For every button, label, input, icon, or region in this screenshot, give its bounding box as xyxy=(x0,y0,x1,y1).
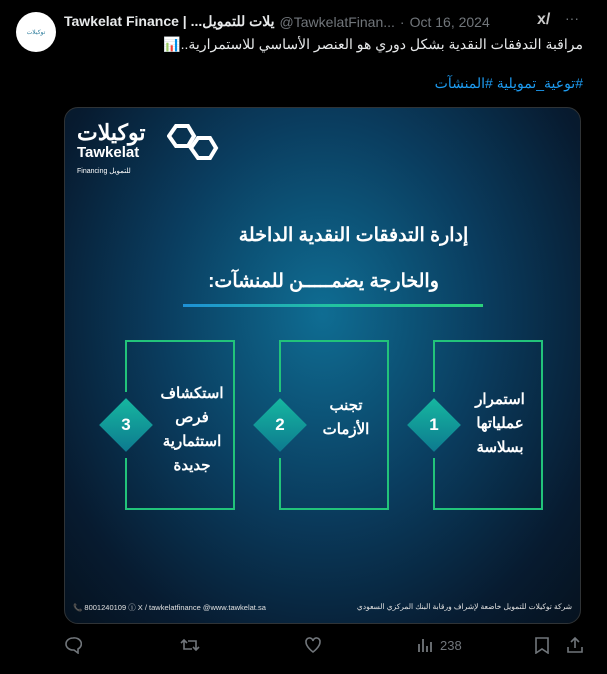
author-name[interactable]: Tawkelat Finance | ...يلات للتمويل xyxy=(64,13,275,29)
title-line-1: إدارة التدفقات النقدية الداخلة xyxy=(238,225,469,246)
separator: · xyxy=(399,13,405,30)
share-icon xyxy=(566,636,584,654)
tweet-image[interactable] xyxy=(64,107,581,624)
views-button[interactable] xyxy=(416,636,462,654)
action-bar xyxy=(64,636,584,660)
tweet-date[interactable]: Oct 16, 2024 xyxy=(409,13,490,30)
bookmark-icon xyxy=(534,636,550,654)
views-icon xyxy=(416,636,434,654)
step-number: 3 xyxy=(121,415,131,434)
retweet-icon xyxy=(180,636,200,654)
title-line-2: والخارجة يضمـــــن للمنشآت: xyxy=(208,271,439,292)
step-text: استمرار عملياتها بسلاسة xyxy=(475,391,525,456)
retweet-button[interactable] xyxy=(180,636,200,654)
tweet-text: مراقبة التدفقات النقدية بشكل دوري هو العنصر الأساسي للاستمرارية..📊 xyxy=(163,36,583,52)
step-number: 2 xyxy=(275,415,285,434)
logo-ar: توكيلات xyxy=(77,120,146,145)
step-text: تجنب الأزمات xyxy=(322,397,370,438)
step-number: 1 xyxy=(429,415,439,434)
step-1 xyxy=(429,340,543,510)
tweet-header xyxy=(64,13,530,30)
title-underline xyxy=(183,304,483,307)
step-3 xyxy=(121,340,235,510)
hexagon-logo-icon xyxy=(167,122,219,162)
footer-legal: شركة توكيلات للتمويل خاضعة لإشراف ورقابة البنك المركزي السعودي xyxy=(356,602,572,611)
avatar-logo-text: توكيلات xyxy=(26,29,46,36)
reply-button[interactable] xyxy=(64,636,82,654)
step-2 xyxy=(275,340,389,510)
step-text: استكشاف فرص استثمارية جديدة xyxy=(160,385,224,474)
heart-icon xyxy=(304,636,322,654)
hashtags[interactable]: #توعية_تمويلية #المنشآت xyxy=(434,75,583,91)
grok-icon[interactable]: x/ xyxy=(537,11,551,28)
bookmark-button[interactable] xyxy=(534,636,550,654)
logo-en: Tawkelat xyxy=(77,144,140,161)
more-icon[interactable]: ··· xyxy=(565,10,579,26)
author-handle[interactable]: @TawkelatFinan... xyxy=(279,13,395,30)
logo xyxy=(77,120,145,175)
logo-sub: Financing للتمويل xyxy=(77,168,131,175)
like-button[interactable] xyxy=(304,636,322,654)
avatar[interactable] xyxy=(16,12,56,52)
footer-contact: 📞 8001240109 ⓘ X / tawkelatfinance @www.tawkelat.sa xyxy=(73,603,266,612)
reply-icon xyxy=(64,636,82,654)
share-button[interactable] xyxy=(566,636,584,654)
views-count: 238 xyxy=(440,637,462,653)
